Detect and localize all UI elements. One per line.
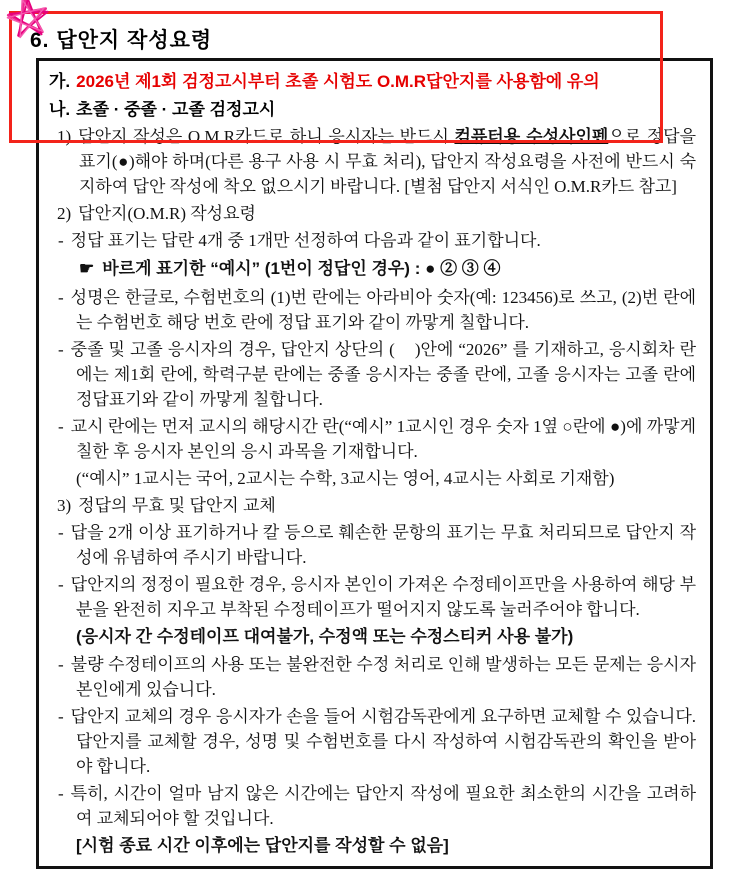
dash-year-level-text: 중졸 및 고졸 응시자의 경우, 답안지 상단의 ( )안에 “2026” 를 기재하고, 응시회차 란에는 제1회 란에, 학력구분 란에는 중졸 응시자는 중졸 란에, 고졸 응시자는 고졸 란에 정답표기와 같이 까맣게 칠합니다. bbox=[70, 340, 696, 409]
pointing-hand-icon: ☛ bbox=[79, 259, 95, 278]
dash-marker: - bbox=[58, 784, 64, 803]
dash-invalid-marking bbox=[49, 520, 696, 570]
no-writing-after-end-note: [시험 종료 시간 이후에는 답안지를 작성할 수 없음] bbox=[76, 836, 449, 855]
item-1-marker: 1) bbox=[57, 127, 72, 146]
dash-marker: - bbox=[58, 575, 64, 594]
period-subjects-note: (“예시” 1교시는 국어, 2교시는 수학, 3교시는 영어, 4교시는 사회로 기재함) bbox=[76, 469, 615, 488]
item-2-omr-guide bbox=[49, 201, 696, 226]
notice-ga-label: 가. bbox=[49, 72, 71, 91]
dash-name-number bbox=[49, 285, 696, 335]
dash-invalid-marking-text: 답을 2개 이상 표기하거나 칼 등으로 훼손한 문항의 표기는 무효 처리되므로 답안지 작성에 유념하여 주시기 바랍니다. bbox=[70, 523, 696, 567]
section-title: 6. 답안지 작성요령 bbox=[30, 29, 213, 52]
item-2-text: 답안지(O.M.R) 작성요령 bbox=[78, 204, 256, 223]
item-1-text-pre: 답안지 작성은 O.M.R카드로 하니 응시자는 반드시 bbox=[78, 127, 455, 146]
item-1-text-post: 으로 정답을 표기(●)해야 하며(다른 용구 사용 시 무효 처리), 답안지 작성요령을 사전에 반드시 숙지하여 답안 작성에 착오 없으시기 바랍니다. [별첨 답안지 서식인 O.M.R카드 참고] bbox=[79, 127, 696, 196]
correction-tape-restriction-note: (응시자 간 수정테이프 대여불가, 수정액 또는 수정스티커 사용 불가) bbox=[76, 627, 574, 646]
dash-tape-responsibility-text: 불량 수정테이프의 사용 또는 불완전한 수정 처리로 인해 발생하는 모든 문제는 응시자 본인에게 있습니다. bbox=[70, 655, 696, 699]
dash-period-column-text: 교시 란에는 먼저 교시의 해당시간 란(“예시” 1교시인 경우 숫자 1옆 ○란에 ●)에 까맣게 칠한 후 응시자 본인의 응시 과목을 기재합니다. bbox=[70, 417, 696, 461]
instructions-box bbox=[36, 58, 713, 869]
item-3-marker: 3) bbox=[57, 496, 72, 515]
dash-tape-responsibility bbox=[49, 652, 696, 702]
dash-period-column bbox=[49, 414, 696, 464]
dash-time-consideration-text: 특히, 시간이 얼마 남지 않은 시간에는 답안지 작성에 필요한 최소한의 시간을 고려하여 교체되어야 할 것입니다. bbox=[70, 784, 696, 828]
item-3-text: 정답의 무효 및 답안지 교체 bbox=[78, 496, 276, 515]
dash-marker: - bbox=[58, 340, 64, 359]
dash-marker: - bbox=[58, 523, 64, 542]
dash-marker: - bbox=[58, 417, 64, 436]
dash-correction-tape-text: 답안지의 정정이 필요한 경우, 응시자 본인이 가져온 수정테이프만을 사용하여 해당 부분을 완전히 지우고 부착된 수정테이프가 떨어지지 않도록 눌러주어야 합니다. bbox=[70, 575, 696, 619]
dash-time-consideration bbox=[49, 781, 696, 831]
dash-correction-tape bbox=[49, 572, 696, 622]
dash-marker: - bbox=[58, 655, 64, 674]
notice-na-text: 초졸 · 중졸 · 고졸 검정고시 bbox=[76, 100, 276, 119]
dash-marker: - bbox=[58, 288, 64, 307]
notice-na bbox=[49, 96, 696, 124]
computer-pen-emphasis: 컴퓨터용 수성사인펜 bbox=[454, 127, 609, 146]
dash-marker: - bbox=[58, 231, 64, 250]
dash-sheet-replacement bbox=[49, 704, 696, 779]
example-correct-marking bbox=[79, 255, 696, 282]
example-text: 바르게 표기한 “예시” (1번이 정답인 경우) : ● ② ③ ④ bbox=[102, 259, 501, 278]
notice-na-label: 나. bbox=[49, 100, 71, 119]
item-1-answer-pen bbox=[49, 124, 696, 199]
dash-year-level bbox=[49, 337, 696, 412]
dash-answer-marking bbox=[49, 228, 696, 253]
item-2-marker: 2) bbox=[57, 204, 72, 223]
notice-ga-text: 2026년 제1회 검정고시부터 초졸 시험도 O.M.R답안지를 사용함에 유의 bbox=[76, 72, 600, 91]
notice-ga bbox=[49, 68, 696, 96]
item-3-invalid-replace bbox=[49, 493, 696, 518]
dash-answer-marking-text: 정답 표기는 답란 4개 중 1개만 선정하여 다음과 같이 표기합니다. bbox=[70, 231, 541, 250]
dash-marker: - bbox=[58, 707, 64, 726]
dash-name-number-text: 성명은 한글로, 수험번호의 (1)번 란에는 아라비아 숫자(예: 123456)로 쓰고, (2)번 란에는 수험번호 해당 번호 란에 정답 표기와 같이 까맣게 칠합니다. bbox=[70, 288, 696, 332]
dash-sheet-replacement-text: 답안지 교체의 경우 응시자가 손을 들어 시험감독관에게 요구하면 교체할 수 있습니다. 답안지를 교체할 경우, 성명 및 수험번호를 다시 작성하여 시험감독관의 확인을 받아야 합니다. bbox=[70, 707, 696, 776]
